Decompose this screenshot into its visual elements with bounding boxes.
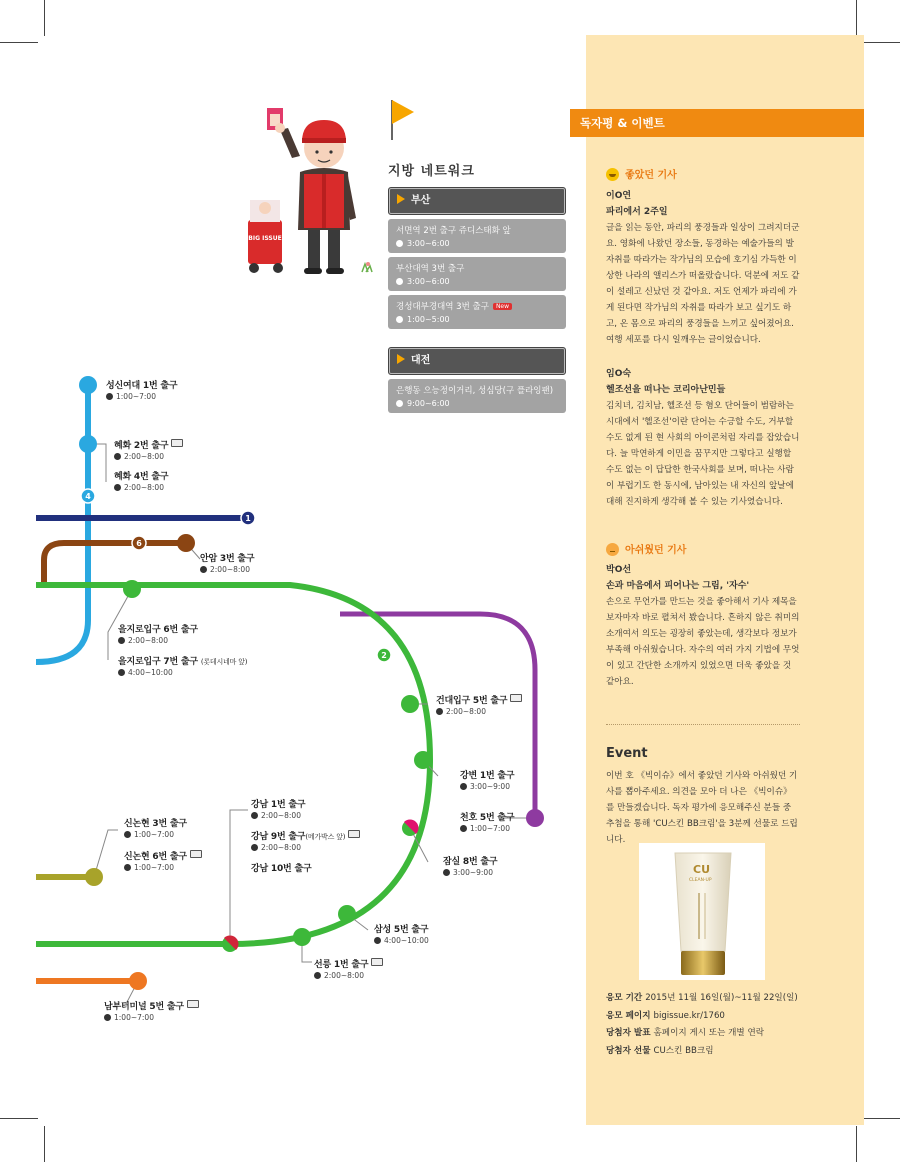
location-time: 9:00~6:00 bbox=[407, 399, 450, 408]
crop-mark bbox=[856, 1126, 857, 1162]
clock-icon bbox=[114, 453, 121, 460]
event-info-row bbox=[606, 1008, 806, 1026]
station-label bbox=[114, 471, 168, 493]
station-label bbox=[114, 439, 183, 462]
location-time: 1:00~5:00 bbox=[407, 315, 450, 324]
regional-network-panel bbox=[388, 100, 566, 413]
station-dot bbox=[129, 972, 147, 990]
location-time: 3:00~6:00 bbox=[407, 277, 450, 286]
station-label bbox=[200, 553, 254, 575]
region-header-daejeon bbox=[388, 347, 566, 375]
station-dot bbox=[293, 928, 311, 946]
station-name: 잠실 8번 출구 bbox=[443, 857, 498, 867]
crop-mark bbox=[856, 0, 857, 36]
location-name: 은행동 으능정이거리, 성심당(구 플라잉팬) bbox=[396, 386, 554, 396]
info-label: 당첨자 발표 bbox=[606, 1028, 651, 1038]
line-1-badge: 1 bbox=[245, 514, 251, 523]
station-name: 을지로입구 6번 출구 bbox=[118, 625, 198, 635]
event-info-row bbox=[606, 1043, 806, 1061]
review-item bbox=[606, 188, 800, 348]
section-title-text: 좋았던 기사 bbox=[625, 170, 677, 181]
card-icon bbox=[371, 958, 383, 966]
event-description: 이번 호 《빅이슈》에서 좋았던 기사와 아쉬웠던 기사를 뽑아주세요. 의견을 모아 더 나은 《빅이슈》를 만들겠습니다. 독자 평가에 응모해주신 분들 중 추첨을 통해 'CU스킨 BB크림'을 3분께 선물로 드립니다. bbox=[606, 771, 798, 845]
vendor-mascot-illustration bbox=[240, 100, 380, 280]
station-label bbox=[374, 924, 429, 946]
clock-icon bbox=[106, 393, 113, 400]
review-body: 글을 읽는 동안, 파리의 풍경들과 일상이 그려지더군요. 영화에 나왔던 장소들, 동경하는 예술가들의 발자취를 따라가는 작가님의 모습에 호기심 가득한 이상한 나라의 앨리스가 떠올랐습니다. 덕분에 저도 같이 설레고 신났던 것 같아요. 저도 언제가 파리에 가게 된다면 작가님의 자취를 따라가 보고 싶기도 하고, 온 몸으로 파리의 풍경들을 느끼고 싶어졌어요. 여행 세포를 다시 일깨우는 글이었습니다. bbox=[606, 223, 800, 345]
station-dot bbox=[177, 534, 195, 552]
event-info bbox=[606, 990, 806, 1060]
station-time: 3:00~9:00 bbox=[453, 868, 493, 878]
clock-icon bbox=[118, 669, 125, 676]
review-body: 김치녀, 김치남, 헬조선 등 혐오 단어들이 범람하는 시대에서 '헬조선'이란 단어는 수긍할 수도, 거부할 수도 없게 된 현 사회의 아이콘처럼 자리를 잡았습니다. 늘 막연하게 이민을 꿈꾸지만 그렇다고 실행할 수도 없는 이 답답한 한국사회를 보며, 떠나는 사람이 부럽기도 한 동시에, 남아있는 내 자신의 앞날에 대해 진지하게 생각해 볼 수 있는 기사였습니다. bbox=[606, 401, 800, 507]
location-name: 경성대부경대역 3번 출구 bbox=[396, 302, 489, 312]
station-label bbox=[124, 850, 202, 873]
clock-icon bbox=[200, 566, 207, 573]
review-author: 박O선 bbox=[606, 565, 632, 575]
station-label bbox=[460, 770, 514, 792]
product-subbrand: CLEAN-UP bbox=[689, 878, 712, 883]
station-note: (롯데시네마 앞) bbox=[200, 658, 248, 666]
station-time: 4:00~10:00 bbox=[128, 668, 173, 678]
station-name: 신논현 6번 출구 bbox=[124, 852, 187, 862]
new-badge: New bbox=[493, 303, 512, 310]
station-label bbox=[118, 624, 198, 646]
clock-icon bbox=[396, 278, 403, 285]
info-value[interactable]: bigissue.kr/1760 bbox=[653, 1010, 725, 1021]
station-name: 강남 10번 출구 bbox=[251, 864, 312, 874]
cart-icon bbox=[248, 220, 282, 264]
station-name: 강남 9번 출구 bbox=[251, 832, 306, 842]
transfer-dot-gangnam bbox=[222, 936, 238, 952]
clock-icon bbox=[396, 400, 403, 407]
station-name: 천호 5번 출구 bbox=[460, 813, 515, 823]
location-name: 부산대역 3번 출구 bbox=[396, 264, 465, 274]
station-label bbox=[436, 694, 522, 717]
section-title-text: 아쉬웠던 기사 bbox=[625, 545, 687, 556]
info-label: 당첨자 선물 bbox=[606, 1045, 651, 1056]
region-header-busan bbox=[388, 187, 566, 215]
divider bbox=[606, 724, 800, 725]
info-value: 2015년 11월 16일(월)~11월 22일(일) bbox=[645, 993, 798, 1003]
station-label bbox=[251, 799, 305, 821]
card-icon bbox=[171, 439, 183, 447]
station-time: 3:00~9:00 bbox=[470, 782, 510, 792]
review-author: 이O연 bbox=[606, 191, 632, 201]
flag-icon bbox=[397, 194, 405, 204]
station-dots bbox=[79, 376, 544, 990]
product-image bbox=[639, 843, 765, 980]
smile-icon bbox=[606, 168, 619, 181]
sad-face-icon bbox=[606, 543, 619, 556]
info-label: 응모 기간 bbox=[606, 993, 643, 1003]
clock-icon bbox=[396, 316, 403, 323]
station-name: 삼성 5번 출구 bbox=[374, 925, 429, 935]
station-note: (메가박스 앞) bbox=[305, 833, 346, 841]
station-name: 강남 1번 출구 bbox=[251, 800, 306, 810]
event-title: Event bbox=[606, 746, 648, 761]
clock-icon bbox=[314, 972, 321, 979]
review-headline: 손과 마음에서 피어나는 그림, '자수' bbox=[606, 581, 750, 591]
location-item bbox=[388, 257, 566, 291]
event-info-row bbox=[606, 1025, 806, 1043]
crop-mark bbox=[862, 42, 900, 43]
line-4 bbox=[36, 385, 88, 662]
station-name: 강변 1번 출구 bbox=[460, 771, 515, 781]
station-name: 혜화 2번 출구 bbox=[114, 441, 169, 451]
location-time: 3:00~6:00 bbox=[407, 239, 450, 248]
line-2 bbox=[36, 585, 430, 944]
station-name: 건대입구 5번 출구 bbox=[436, 696, 508, 706]
location-item bbox=[388, 295, 566, 329]
clock-icon bbox=[251, 844, 258, 851]
review-item bbox=[606, 366, 800, 510]
station-dot bbox=[414, 751, 432, 769]
station-name: 을지로입구 7번 출구 bbox=[118, 657, 198, 667]
station-time: 1:00~7:00 bbox=[134, 830, 174, 840]
event-info-row bbox=[606, 990, 806, 1008]
station-time: 2:00~8:00 bbox=[261, 811, 301, 821]
line-2-badge: 2 bbox=[381, 651, 387, 660]
station-time: 4:00~10:00 bbox=[384, 936, 429, 946]
station-time: 2:00~8:00 bbox=[210, 565, 250, 575]
review-body: 손으로 무언가를 만드는 것을 좋아해서 기사 제목을 보자마자 바로 펼쳐서 봤습니다. 흔하지 않은 취미의 소개여서 의도는 굉장히 좋았는데, 생각보다 정보가 부족해 아쉬웠습니다. 자수의 여러 가지 기법에 무엇이 있고 간단한 소개까지 있었으면 더욱 좋았을 것 같아요. bbox=[606, 597, 800, 687]
clock-icon bbox=[436, 708, 443, 715]
info-label: 응모 페이지 bbox=[606, 1010, 651, 1021]
station-dot bbox=[123, 580, 141, 598]
clock-icon bbox=[114, 484, 121, 491]
review-author: 임O숙 bbox=[606, 369, 632, 379]
station-name: 안암 3번 출구 bbox=[200, 554, 255, 564]
review-headline: 파리에서 2주일 bbox=[606, 207, 668, 217]
region-name: 부산 bbox=[411, 195, 431, 206]
location-item bbox=[388, 379, 566, 413]
station-label bbox=[124, 818, 187, 840]
station-label bbox=[460, 812, 514, 834]
info-value: 홈페이지 게시 또는 개별 연락 bbox=[653, 1028, 765, 1038]
network-title: 지방 네트워크 bbox=[388, 164, 475, 179]
station-label bbox=[314, 958, 383, 981]
region-name: 대전 bbox=[411, 355, 431, 366]
clock-icon bbox=[374, 937, 381, 944]
clock-icon bbox=[104, 1014, 111, 1021]
flag-icon bbox=[388, 100, 566, 140]
station-label bbox=[251, 863, 311, 875]
station-time: 1:00~7:00 bbox=[470, 824, 510, 834]
station-label bbox=[251, 830, 360, 853]
clock-icon bbox=[118, 637, 125, 644]
clock-icon bbox=[124, 864, 131, 871]
station-label bbox=[104, 1000, 199, 1023]
station-time: 2:00~8:00 bbox=[124, 483, 164, 493]
bad-article-title bbox=[606, 541, 686, 556]
station-name: 신논현 3번 출구 bbox=[124, 819, 187, 829]
clock-icon bbox=[124, 831, 131, 838]
station-label bbox=[443, 856, 497, 878]
crop-mark bbox=[862, 1118, 900, 1119]
station-time: 1:00~7:00 bbox=[134, 863, 174, 873]
location-name: 서면역 2번 출구 쥬디스태화 앞 bbox=[396, 226, 511, 236]
flag-icon bbox=[397, 354, 405, 364]
card-icon bbox=[510, 694, 522, 702]
station-time: 2:00~8:00 bbox=[128, 636, 168, 646]
good-article-title bbox=[606, 166, 677, 181]
line-4-badge: 4 bbox=[85, 492, 91, 501]
station-label bbox=[118, 656, 247, 678]
station-name: 남부터미널 5번 출구 bbox=[104, 1002, 184, 1012]
station-time: 2:00~8:00 bbox=[261, 843, 301, 853]
station-time: 1:00~7:00 bbox=[114, 1013, 154, 1023]
product-brand: CU bbox=[693, 863, 711, 876]
station-name: 성신여대 1번 출구 bbox=[106, 381, 178, 391]
station-time: 2:00~8:00 bbox=[446, 707, 486, 717]
review-headline: 헬조선을 떠나는 코리아난민들 bbox=[606, 385, 726, 395]
clock-icon bbox=[251, 812, 258, 819]
station-name: 혜화 4번 출구 bbox=[114, 472, 169, 482]
station-name: 선릉 1번 출구 bbox=[314, 960, 369, 970]
location-item bbox=[388, 219, 566, 253]
card-icon bbox=[187, 1000, 199, 1008]
line-6 bbox=[44, 543, 186, 585]
station-dot bbox=[526, 809, 544, 827]
station-time: 2:00~8:00 bbox=[124, 452, 164, 462]
clock-icon bbox=[443, 869, 450, 876]
station-dot bbox=[401, 695, 419, 713]
station-dot bbox=[79, 435, 97, 453]
station-time: 1:00~7:00 bbox=[116, 392, 156, 402]
station-dot bbox=[338, 905, 356, 923]
station-dot bbox=[85, 868, 103, 886]
connector-lines bbox=[88, 444, 535, 1004]
station-dot bbox=[79, 376, 97, 394]
transfer-dot-jamsil bbox=[402, 820, 418, 836]
review-item bbox=[606, 562, 800, 690]
card-icon bbox=[348, 830, 360, 838]
card-icon bbox=[190, 850, 202, 858]
station-label bbox=[106, 380, 177, 402]
clock-icon bbox=[460, 783, 467, 790]
info-value: CU스킨 BB크림 bbox=[653, 1045, 714, 1056]
cart-logo-text: BIG ISSUE bbox=[248, 235, 282, 242]
sidebar-header: 독자평 & 이벤트 bbox=[570, 109, 864, 137]
line-6-badge: 6 bbox=[136, 539, 142, 548]
clock-icon bbox=[460, 825, 467, 832]
clock-icon bbox=[396, 240, 403, 247]
station-time: 2:00~8:00 bbox=[324, 971, 364, 981]
